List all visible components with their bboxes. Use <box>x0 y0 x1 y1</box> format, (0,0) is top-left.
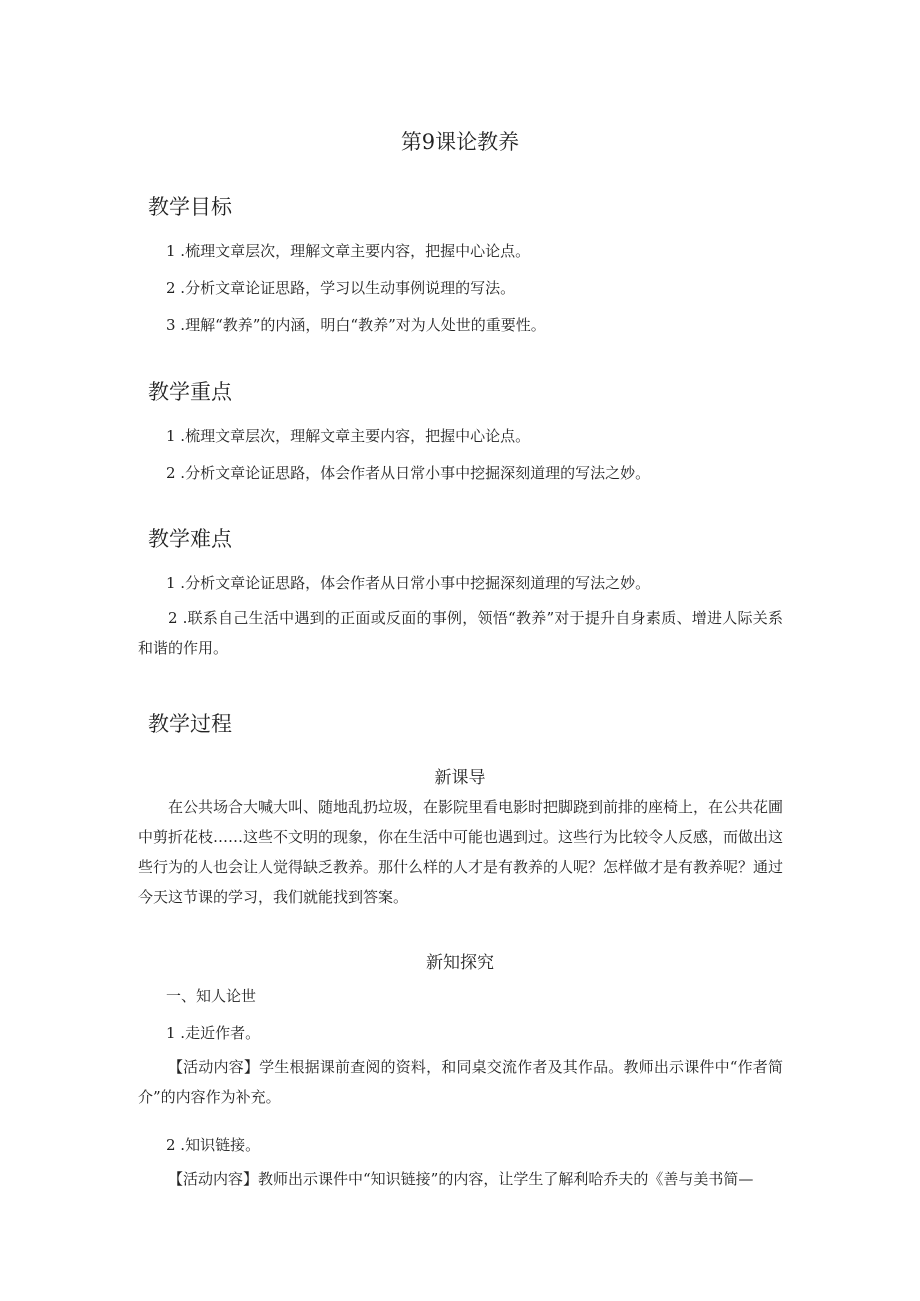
section-heading-1: 一、知人论世 <box>166 987 257 1005</box>
activity-paragraph-2: 【活动内容】教师出示课件中“知识链接”的内容，让学生了解利哈乔夫的《善与美书简— <box>168 1170 754 1188</box>
heading-process: 教学过程 <box>148 712 232 736</box>
key-point-item-1: 1 .梳理文章层次，理解文章主要内容，把握中心论点。 <box>166 427 531 445</box>
heading-difficulties: 教学难点 <box>148 527 232 551</box>
intro-paragraph: 在公共场合大喊大叫、随地乱扔垃圾，在影院里看电影时把脚跷到前排的座椅上，在公共花圃中剪折花枝……这些不文明的现象，你在生活中可能也遇到过。这些行为比较令人反感，而做出这些行为的人也会让人觉得缺乏教养。那什么样的人才是有教养的人呢？怎样做才是有教养呢？通过今天这节课的学习，我们就能找到答案。 <box>138 798 784 906</box>
goal-item-2: 2 .分析文章论证思路，学习以生动事例说理的写法。 <box>166 279 516 297</box>
step-2: 2 .知识链接。 <box>166 1136 261 1154</box>
goal-item-1: 1 .梳理文章层次，理解文章主要内容，把握中心论点。 <box>166 242 531 260</box>
heading-key-points: 教学重点 <box>148 380 232 404</box>
explore-heading: 新知探究 <box>426 953 494 973</box>
activity-paragraph-1: 【活动内容】学生根据课前查阅的资料，和同桌交流作者及其作品。教师出示课件中“作者简介”的内容作为补充。 <box>138 1058 783 1106</box>
difficulty-item-2: 2 .联系自己生活中遇到的正面或反面的事例，领悟“教养”对于提升自身素质、增进人际关系和谐的作用。 <box>138 609 783 657</box>
heading-goals: 教学目标 <box>148 195 232 219</box>
key-point-item-2: 2 .分析文章论证思路，体会作者从日常小事中挖掘深刻道理的写法之妙。 <box>166 464 651 482</box>
goal-item-3: 3 .理解“教养”的内涵，明白“教养”对为人处世的重要性。 <box>166 316 546 334</box>
page-title: 第9课论教养 <box>400 130 520 154</box>
intro-heading: 新课导 <box>434 768 486 788</box>
difficulty-item-1: 1 .分析文章论证思路，体会作者从日常小事中挖掘深刻道理的写法之妙。 <box>166 574 651 592</box>
step-1: 1 .走近作者。 <box>166 1024 261 1042</box>
